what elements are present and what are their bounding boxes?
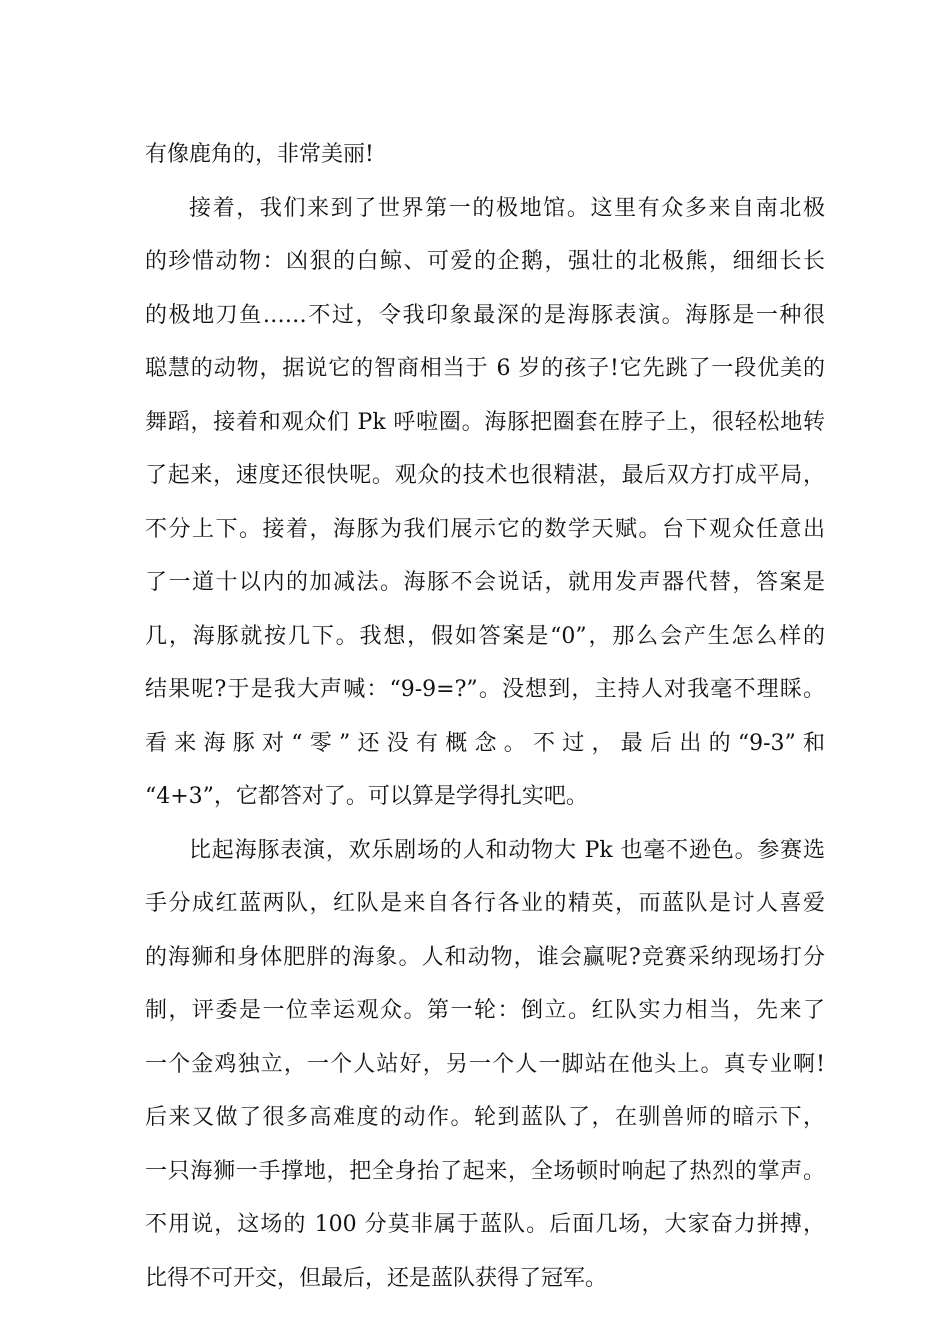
text-line: 有像鹿角的，非常美丽! [145, 142, 374, 167]
text-line: 不用说，这场的 100 分莫非属于蓝队。后面几场，大家奋力拼搏， [145, 1212, 825, 1237]
text-line: 的极地刀鱼……不过，令我印象最深的是海豚表演。海豚是一种很 [145, 302, 825, 328]
text-line: 比起海豚表演，欢乐剧场的人和动物大 Pk 也毫不逊色。参赛选 [189, 837, 825, 863]
text-line: 结果呢?于是我大声喊：“9-9=?”。没想到，主持人对我毫不理睬。 [145, 677, 825, 702]
text-line: 接着，我们来到了世界第一的极地馆。这里有众多来自南北极 [189, 195, 825, 221]
text-line: 后来又做了很多高难度的动作。轮到蓝队了，在驯兽师的暗示下， [145, 1105, 825, 1130]
text-line: 舞蹈，接着和观众们 Pk 呼啦圈。海豚把圈套在脖子上，很轻松地转 [145, 409, 825, 435]
text-line: 看来海豚对“零”还没有概念。不过，最后出的“9-3”和 [145, 730, 825, 756]
text-line: 几，海豚就按几下。我想，假如答案是“0”，那么会产生怎么样的 [145, 623, 825, 649]
text-line: 一只海狮一手撑地，把全身抬了起来，全场顿时响起了热烈的掌声。 [145, 1158, 825, 1184]
text-line: 的海狮和身体肥胖的海象。人和动物，谁会赢呢?竞赛采纳现场打分 [145, 944, 825, 970]
text-line: “4+3”，它都答对了。可以算是学得扎实吧。 [145, 784, 588, 809]
text-line: 的珍惜动物：凶狠的白鲸、可爱的企鹅，强壮的北极熊，细细长长 [145, 249, 825, 274]
text-line: 聪慧的动物，据说它的智商相当于 6 岁的孩子!它先跳了一段优美的 [145, 356, 825, 381]
text-line: 了一道十以内的加减法。海豚不会说话，就用发声器代替，答案是 [145, 570, 825, 595]
text-line: 比得不可开交，但最后，还是蓝队获得了冠军。 [145, 1265, 608, 1291]
text-line: 一个金鸡独立，一个人站好，另一个人一脚站在他头上。真专业啊! [145, 1051, 825, 1077]
text-line: 了起来，速度还很快呢。观众的技术也很精湛，最后双方打成平局， [145, 463, 825, 488]
text-line: 手分成红蓝两队，红队是来自各行各业的精英，而蓝队是讨人喜爱 [145, 891, 825, 916]
text-line: 不分上下。接着，海豚为我们展示它的数学天赋。台下观众任意出 [145, 516, 825, 542]
text-line: 制，评委是一位幸运观众。第一轮：倒立。红队实力相当，先来了 [145, 998, 825, 1023]
body-text [145, 128, 825, 1305]
